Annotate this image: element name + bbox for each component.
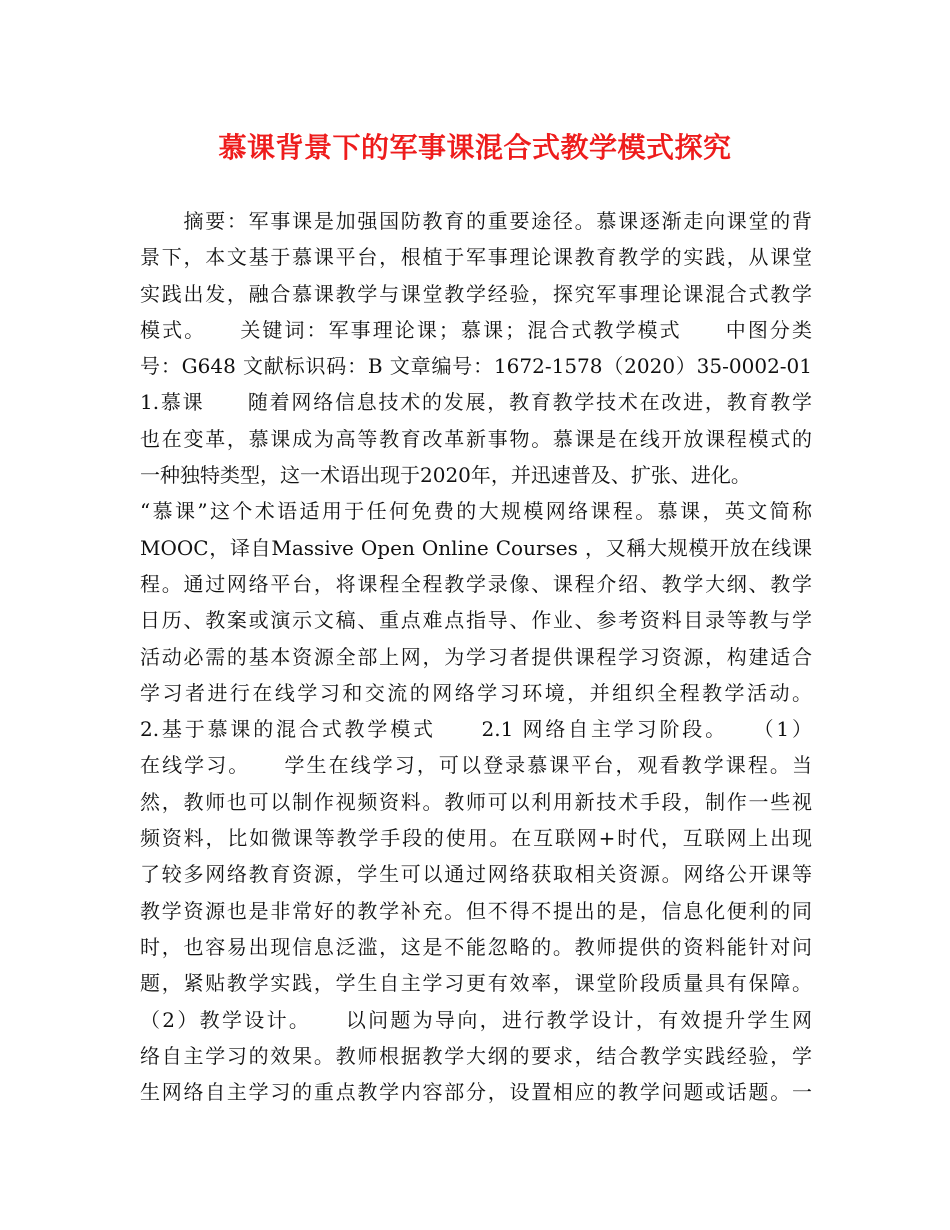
body-line: （2）教学设计。 以问题为导向，进行教学设计，有效提升学生网 [140, 1007, 812, 1032]
document-title: 慕课背景下的军事课混合式教学模式探究 [218, 131, 732, 164]
body-line: 号：G648 文献标识码：B 文章编号：1672-1578（2020）35-0002-01 [140, 354, 812, 379]
body-line: 频资料，比如微课等教学手段的使用。在互联网+时代，互联网上出现 [140, 826, 812, 851]
body-line: 了较多网络教育资源，学生可以通过网络获取相关资源。网络公开课等 [140, 862, 812, 887]
document-body [140, 203, 812, 1110]
body-line: 2.基于慕课的混合式教学模式 2.1 网络自主学习阶段。 （1） [140, 717, 812, 742]
body-line: 也在变革，慕课成为高等教育改革新事物。慕课是在线开放课程模式的 [140, 426, 812, 451]
body-line: “慕课”这个术语适用于任何免费的大规模网络课程。慕课，英文简称 [140, 499, 812, 524]
body-line: MOOC，译自Massive Open Online Courses ，又稱大规模开放在线课 [140, 535, 812, 560]
body-line: 学习者进行在线学习和交流的网络学习环境，并组织全程教学活动。 [140, 680, 812, 705]
body-line: 教学资源也是非常好的教学补充。但不得不提出的是，信息化便利的同 [140, 898, 812, 923]
body-line: 生网络自主学习的重点教学内容部分，设置相应的教学问题或话题。一 [140, 1080, 812, 1105]
body-line: 日历、教案或演示文稿、重点难点指导、作业、参考资料目录等教与学 [140, 608, 812, 633]
body-line: 模式。 关键词：军事理论课；慕课；混合式教学模式 中图分类 [140, 317, 812, 342]
body-line: 景下，本文基于慕课平台，根植于军事理论课教育教学的实践，从课堂 [140, 245, 812, 270]
body-line: 然，教师也可以制作视频资料。教师可以利用新技术手段，制作一些视 [140, 789, 812, 814]
body-line: 络自主学习的效果。教师根据教学大纲的要求，结合教学实践经验，学 [140, 1043, 812, 1068]
body-line: 一种独特类型，这一术语出现于2020年，并迅速普及、扩张、进化。 [140, 463, 751, 488]
body-line: 1.慕课 随着网络信息技术的发展，教育教学技术在改进，教育教学 [140, 390, 812, 415]
body-line: 程。通过网络平台，将课程全程教学录像、课程介绍、教学大纲、教学 [140, 571, 812, 596]
body-line: 活动必需的基本资源全部上网，为学习者提供课程学习资源，构建适合 [140, 644, 812, 669]
body-line: 题，紧贴教学实践，学生自主学习更有效率，课堂阶段质量具有保障。 [140, 971, 812, 996]
body-line: 时，也容易出现信息泛滥，这是不能忽略的。教师提供的资料能针对问 [140, 934, 812, 959]
body-line: 在线学习。 学生在线学习，可以登录慕课平台，观看教学课程。当 [140, 753, 812, 778]
body-line: 摘要：军事课是加强国防教育的重要途径。慕课逐渐走向课堂的背 [140, 209, 812, 233]
body-line: 实践出发，融合慕课教学与课堂教学经验，探究军事理论课混合式教学 [140, 281, 812, 306]
